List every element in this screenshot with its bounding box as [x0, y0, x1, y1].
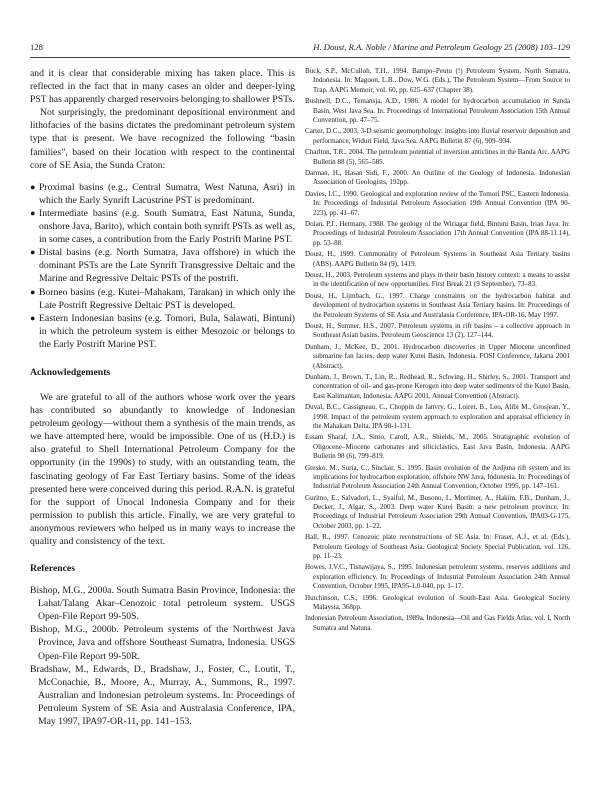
bullet-icon: ● — [30, 312, 36, 323]
reference-entry: Davies, I.C., 1990. Geological and exploration review of the Tomori PSC, Eastern Indonesia. In: Proceedings of Industrial Petroleum Association 19th Annual Convention (IPA 90-223), pp. 41–67. — [305, 189, 570, 217]
references-heading: References — [30, 563, 76, 575]
body-paragraph: and it is clear that considerable mixing has taken place. This is reflected in the fact that in many cases an older and deeper-lying PST has apparently charged reservoirs belonging to shallower PSTs. — [30, 68, 295, 106]
reference-entry: Duval, B.C., Cassigneau, C., Choppin de Janvry, G., Loiret, B., Leo, Alibi M., Grosjean, Y., 1998. Impact of the petroleum system approach to exploration and appraisal efficiency in the Mahakam Delta. IPA 98-1-131. — [305, 403, 570, 430]
reference-entry: Carter, D.C., 2003. 3-D seismic geomorphology: insights into fluvial reservoir deposition and performance, Widuri Field, Java Sea. AAPG Bulletin 87 (6), 909–934. — [305, 127, 570, 145]
list-item-text: Borneo basins (e.g. Kutei–Mahakam, Tarakan) in which only the Late Postrift Regressive Deltaic PST is developed. — [39, 286, 295, 311]
reference-entry: Doust, H., 1999. Commonality of Petroleum Systems in Southeast Asia Tertiary basins (ABS). AAPG Bulletin 84 (9), 1419. — [305, 250, 570, 268]
list-item — [30, 246, 295, 285]
list-item-text: Proximal basins (e.g., Central Sumatra, West Natuna, Asri) in which the Early Synrift Lacustrine PST is predominant. — [39, 181, 295, 206]
basin-family-list — [30, 181, 295, 351]
bullet-icon: ● — [30, 286, 36, 297]
reference-entry: Guritno, E., Salvadori, L., Syaiful, M., Busono, I., Mortimer, A., Hakim, F.B., Dunham, J., Decker, J., Algar, S., 2003. Deep water Kutei Basin: a new petroleum province. In: Proceedings of Industrial Petroleum Association 29th Annual Convention, IPA03-G-175, October 2003, pp. 1–22. — [305, 493, 570, 530]
reference-entry: Bradshaw, M., Edwards, D., Bradshaw, J., Foster, C., Loutit, T., McConachie, B., Moore, A., Murray, A., Summons, R., 1997. Australian and Indonesian petroleum systems. In: Proceedings of Petroleum System of SE Asia and Australasia Conference, IPA, May 1997, IPA97-OR-11, pp. 141–153. — [30, 663, 295, 728]
list-item — [30, 207, 295, 246]
reference-entry: Howes, J.V.C., Tisnawijaya, S., 1995. Indonesian petroleum systems, reserves additions and exploration efficiency. In: Proceedings of Industrial Petroleum Association 24th Annual Convention, October 1995, IPA95-1.0-040, pp. 1–17. — [305, 563, 570, 591]
reference-entry: Bushnell, D.C., Temansja, A.D., 1986. A model for hydrocarbon accumulation in Sunda Basin, West Java Sea. In: Proceedings of International Petroleum Association 15th Annual Convention, pp. 47–75. — [305, 97, 570, 124]
reference-entry: Bishop, M.G., 2000a. South Sumatra Basin Province, Indonesia: the Lahat/Talang Akar–Cenozoic total petroleum system. USGS Open-File Report 99-50S. — [30, 585, 295, 623]
reference-entry: Indonesian Petroleum Association, 1989a. Indonesia—Oil and Gas Fields Atlas, vol. I, North Sumatra and Natuna. — [305, 614, 570, 632]
reference-entry: Dunham, J., McKee, D., 2001. Hydrocarbon discoveries in Upper Miocene unconfined submarine fan facies, deep water Kutei Basin, Indonesia. FOSI Conference, Jakarta 2001 (Abstract). — [305, 342, 570, 370]
reference-entry: Doust, H., Lijmbach, G., 1997. Charge constraints on the hydrocarbon habitat and development of hydrocarbon systems in Southeast Asia Tertiary basins. In: Proceedings of the Petroleum Systems of SE Asia and Australasia Conference, IPA-OR-16, May 1997. — [305, 291, 570, 319]
bullet-icon: ● — [30, 247, 36, 258]
bullet-icon: ● — [30, 207, 36, 218]
reference-entry: Bishop, M.G., 2000b. Petroleum systems of the Northwest Java Province, Java and offshore Southeast Sumatra, Indonesia. USGS Open-File Report 99-50R. — [30, 624, 295, 662]
reference-entry: Essam Sharaf, J.A., Simo, Caroll, A.R., Shields, M., 2005. Stratigraphic evolution of Oligocene–Miocene carbonates and siliciclastics, East Java Basin, Indonesia. AAPG Bulletin 98 (6), 799–819. — [305, 433, 570, 461]
acknowledgements-heading: Acknowledgements — [30, 366, 111, 378]
list-item-text: Distal basins (e.g. North Sumatra, Java offshore) in which the dominant PSTs are the Late Synrift Transgressive Deltaic and the Marine and Regressive Deltaic PSTs of the postrift. — [39, 247, 295, 285]
bullet-icon: ● — [30, 181, 36, 192]
reference-entry: Buck, S.P., McCulloh, T.H., 1994. Bampo–Peutu (!) Petroleum System, North Sumatra, Indonesia. In: Magoon, L.B., Dow, W.G. (Eds.), The Petroleum System—From Source to Trap. AAPG Memoir, vol. 60, pp. 625–637 (Chapter 38). — [305, 67, 570, 94]
body-paragraph: Not surprisingly, the predominant depositional environment and lithofacies of the basins dictates the predominant petroleum system type that is present. We have recognized the following “basin families”, based on their location with respect to the continental core of SE Asia, the Sunda Craton: — [30, 107, 295, 171]
list-item-text: Eastern Indonesian basins (e.g. Tomori, Bula, Salawati, Bintuni) in which the petroleum system is either Mesozoic or belongs to the Early Postrift Marine PST. — [39, 312, 295, 350]
right-column — [305, 67, 570, 635]
acknowledgements-text: We are grateful to all of the authors whose work over the years has contributed so abundantly to knowledge of Indonesian petroleum geology—without them a synthesis of the main trends, as we have attempted here, would be impossible. One of us (H.D.) is also grateful to Shell International Petroleum Company for the opportunity (in the 1990s) to study, with an outstanding team, the fascinating geology of Far East Tertiary basins. Some of the ideas presented here were conceived during this period. R.A.N. is grateful for the support of Unocal Indonesia Company and for their permission to publish this article. Finally, we are very grateful to anonymous reviewers who helped us in many ways to increase the quality and consistency of the text. — [30, 391, 295, 547]
page-number: 128 — [30, 42, 43, 52]
reference-entry: Darman, H., Hasan Sidi, F., 2000. An Outline of the Geology of Indonesia. Indonesian Association of Geologists, 192pp. — [305, 169, 570, 187]
reference-entry: Doust, H., Sumner, H.S., 2007. Petroleum systems in rift basins – a collective approach in Southeast Asian basins. Petroleum Geoscience 13 (2), 127–144. — [305, 322, 570, 340]
reference-entry: Hall, R., 1997. Cenozoic plate reconstructions of SE Asia. In: Fraser, A.J., et al. (Eds.), Petroleum Geology of Southeast Asia. Geological Society Special Publication, vol. 126, pp. 11–23. — [305, 533, 570, 560]
reference-entry: Charlton, T.R., 2004. The petroleum potential of inversion anticlines in the Banda Arc. AAPG Bulletin 88 (5), 565–585. — [305, 148, 570, 166]
list-item-text: Intermediate basins (e.g. South Sumatra, East Natuna, Sunda, onshore Java, Barito), which contain both synrift PSTs as well as, in some cases, a contribution from the Early Postrift Marine PST. — [39, 207, 295, 246]
reference-entry: Gresko, M., Suria, C., Sinclair, S., 1995. Basin evolution of the Ardjuna rift system and its implications for hydrocarbon exploration, offshore NW Java, Indonesia. In: Proceedings of Industrial Petroleum Association 24th Annual Convention, October 1995, pp. 147–161. — [305, 463, 570, 491]
reference-entry: Dunham, J., Brown, T., Lin, R., Redhead, R., Schwing, H., Shirley, S., 2001. Transport and concentration of oil- and gas-prone Kerogen into deep water sediments of the Kutei Basin, East Kalimantan, Indonesia. AAPG 2001, Annual Convention (Abstract). — [305, 373, 570, 400]
list-item — [30, 312, 295, 351]
left-column — [30, 67, 295, 728]
page-header — [30, 42, 570, 54]
list-item — [30, 286, 295, 312]
reference-entry: Dolan, P.J., Hermany, 1988. The geology of the Wiriagar field, Bintuni Basin, Irian Jaya. In: Proceedings of Industrial Petroleum Association 17th Annual Convention (IPA 88-11.14), pp. 53–88. — [305, 220, 570, 247]
header-rule — [30, 57, 570, 58]
reference-list-left — [30, 584, 295, 728]
reference-entry: Hutchinson, C.S., 1996. Geological evolution of South-East Asia. Geological Society Malaysia, 368pp. — [305, 593, 570, 611]
running-head: H. Doust, R.A. Noble / Marine and Petroleum Geology 25 (2008) 103–129 — [313, 42, 570, 52]
list-item — [30, 181, 295, 207]
reference-entry: Doust, H., 2003. Petroleum systems and plays in their basin history context: a means to assist in the identification of new opportunities. First Break 21 (9 September), 73–83. — [305, 271, 570, 289]
